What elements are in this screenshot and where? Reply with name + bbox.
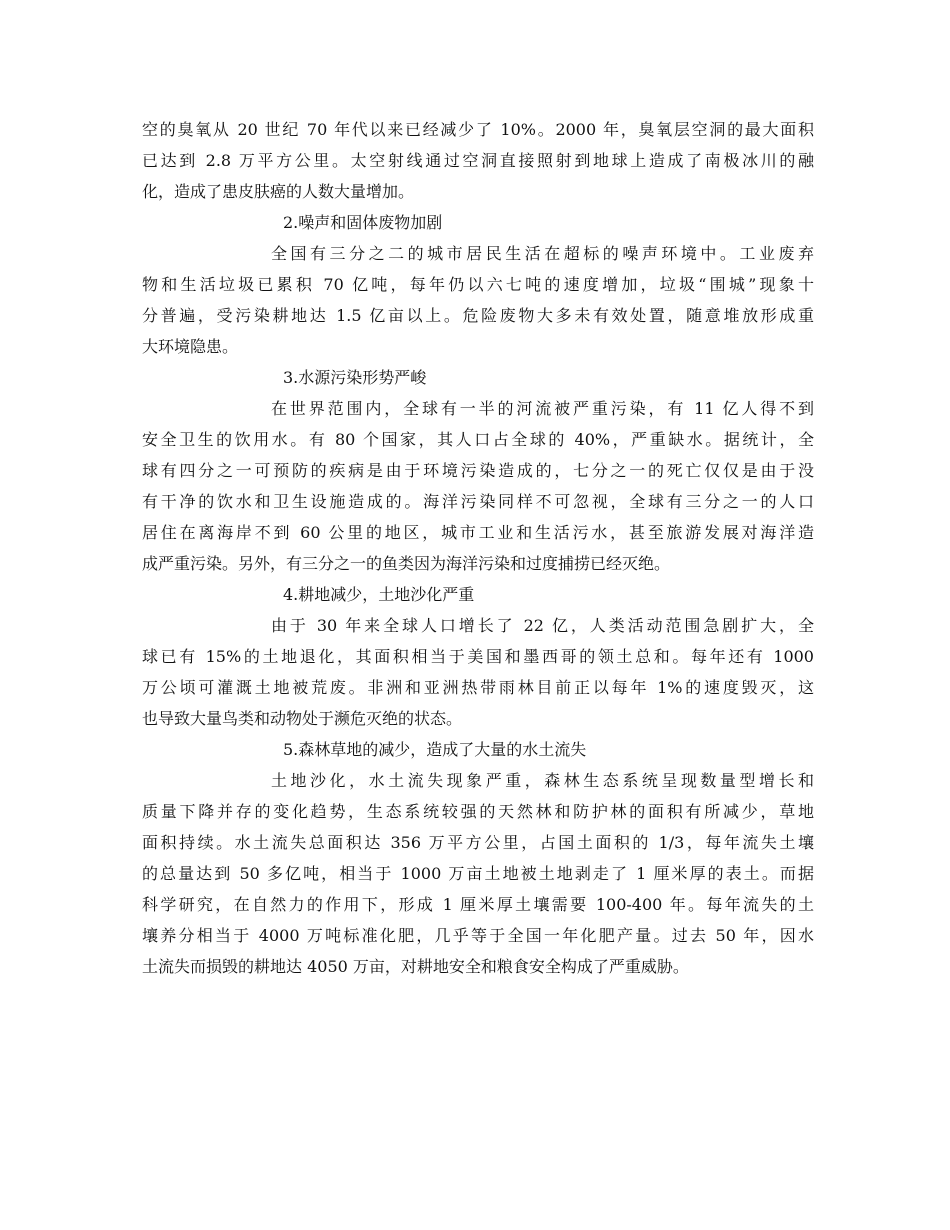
section-heading: 5.森林草地的减少，造成了大量的水土流失	[283, 740, 587, 759]
paragraph-line: 已达到 2.8 万平方公里。太空射线通过空洞直接照射到地球上造成了南极冰川的融	[142, 151, 814, 170]
paragraph-line: 有干净的饮水和卫生设施造成的。海洋污染同样不可忽视，全球有三分之一的人口	[142, 492, 814, 511]
paragraph-line: 球已有 15%的土地退化，其面积相当于美国和墨西哥的领土总和。每年还有 1000	[142, 647, 814, 666]
paragraph-line: 壤养分相当于 4000 万吨标准化肥，几乎等于全国一年化肥产量。过去 50 年，因水	[142, 926, 814, 945]
paragraph-line: 的总量达到 50 多亿吨，相当于 1000 万亩土地被土地剥走了 1 厘米厚的表土。而据	[142, 864, 814, 883]
paragraph-line: 分普遍，受污染耕地达 1.5 亿亩以上。危险废物大多未有效处置，随意堆放形成重	[142, 306, 814, 325]
section-heading: 4.耕地减少，土地沙化严重	[283, 585, 475, 604]
paragraph-line: 万公顷可灌溉土地被荒废。非洲和亚洲热带雨林目前正以每年 1%的速度毁灭，这	[142, 678, 814, 697]
paragraph-line: 土流失而损毁的耕地达 4050 万亩，对耕地安全和粮食安全构成了严重威胁。	[142, 957, 689, 976]
paragraph-line: 成严重污染。另外，有三分之一的鱼类因为海洋污染和过度捕捞已经灭绝。	[142, 554, 671, 573]
section-heading: 2.噪声和固体废物加剧	[283, 213, 443, 232]
section-heading: 3.水源污染形势严峻	[283, 368, 427, 387]
paragraph-line: 居住在离海岸不到 60 公里的地区，城市工业和生活污水，甚至旅游发展对海洋造	[142, 523, 814, 542]
paragraph-line: 球有四分之一可预防的疾病是由于环境污染造成的，七分之一的死亡仅仅是由于没	[142, 461, 814, 480]
paragraph-line: 安全卫生的饮用水。有 80 个国家，其人口占全球的 40%，严重缺水。据统计，全	[142, 430, 814, 449]
paragraph-line: 在世界范围内，全球有一半的河流被严重污染，有 11 亿人得不到	[271, 399, 814, 418]
paragraph-line: 物和生活垃圾已累积 70 亿吨，每年仍以六七吨的速度增加，垃圾“围城”现象十	[142, 275, 814, 294]
paragraph-line: 由于 30 年来全球人口增长了 22 亿，人类活动范围急剧扩大，全	[271, 616, 814, 635]
paragraph-line: 化，造成了患皮肤癌的人数大量增加。	[142, 182, 415, 201]
paragraph-line: 质量下降并存的变化趋势，生态系统较强的天然林和防护林的面积有所减少，草地	[142, 802, 814, 821]
paragraph-line: 土地沙化，水土流失现象严重，森林生态系统呈现数量型增长和	[271, 771, 814, 790]
paragraph-line: 科学研究，在自然力的作用下，形成 1 厘米厚土壤需要 100-400 年。每年流失的土	[142, 895, 814, 914]
paragraph-line: 面积持续。水土流失总面积达 356 万平方公里，占国土面积的 1/3，每年流失土壤	[142, 833, 814, 852]
paragraph-line: 空的臭氧从 20 世纪 70 年代以来已经减少了 10%。2000 年，臭氧层空洞的最大面积	[142, 120, 814, 139]
paragraph-line: 也导致大量鸟类和动物处于濒危灭绝的状态。	[142, 709, 463, 728]
paragraph-line: 全国有三分之二的城市居民生活在超标的噪声环境中。工业废弃	[271, 244, 814, 263]
paragraph-line: 大环境隐患。	[142, 337, 239, 356]
document-body	[142, 114, 814, 982]
